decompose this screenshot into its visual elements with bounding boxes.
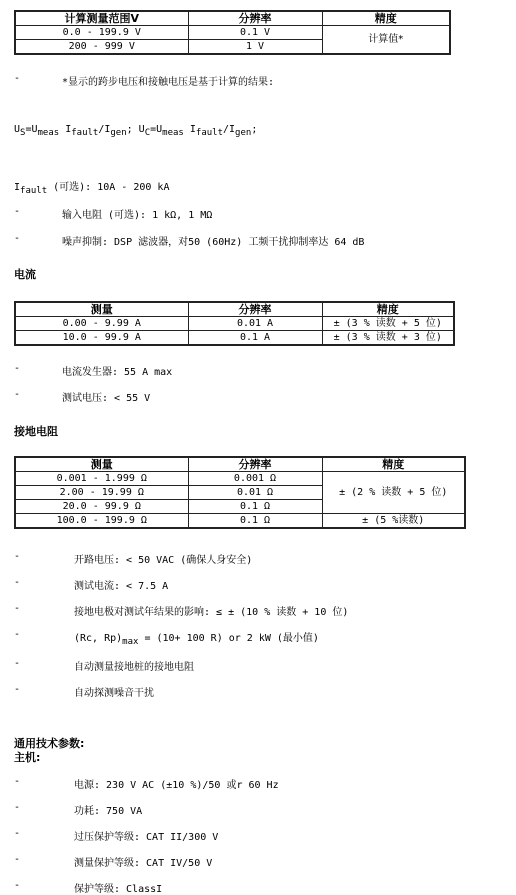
noise-rejection: 噪声抑制: DSP 滤波器，对50 (60Hz) 工频干扰抑制率达 64 dB xyxy=(62,237,365,248)
bullet: - xyxy=(14,551,21,562)
bullet: - xyxy=(14,629,21,640)
bullet: - xyxy=(14,363,21,374)
resolution-cell: 1 V xyxy=(188,40,322,55)
table-header-row xyxy=(15,457,465,472)
accuracy-cell: ± (2 % 读数 + 5 位) xyxy=(322,472,465,514)
bullet: - xyxy=(14,206,21,217)
bullet: - xyxy=(14,684,21,695)
open-circuit-voltage: 开路电压: < 50 VAC (确保人身安全) xyxy=(74,555,253,566)
bullet: - xyxy=(14,603,21,614)
resolution-cell: 0.1 V xyxy=(188,26,322,40)
calc-note: *显示的跨步电压和接触电压是基于计算的结果: xyxy=(62,77,275,88)
range-cell: 2.00 - 19.99 Ω xyxy=(15,486,188,500)
section-title-general: 通用技术参数: xyxy=(14,737,85,750)
test-voltage: 测试电压: < 55 V xyxy=(62,393,151,404)
bullet: - xyxy=(14,828,21,839)
col-header: 测量 xyxy=(15,457,188,472)
resolution-cell: 0.1 Ω xyxy=(188,500,322,514)
range-cell: 100.0 - 199.9 Ω xyxy=(15,514,188,529)
col-header: 分辨率 xyxy=(188,11,322,26)
resolution-cell: 0.001 Ω xyxy=(188,472,322,486)
col-header: 分辨率 xyxy=(188,302,322,317)
bullet: - xyxy=(14,880,21,891)
voltage-table xyxy=(14,10,451,55)
resolution-cell: 0.1 Ω xyxy=(188,514,322,529)
table-row xyxy=(15,514,465,529)
range-cell: 0.001 - 1.999 Ω xyxy=(15,472,188,486)
accuracy-cell: ± (3 % 读数 + 5 位) xyxy=(322,317,454,331)
input-resistance: 输入电阻 (可选): 1 kΩ, 1 MΩ xyxy=(62,210,213,221)
ifault-line: $I_{fault}$ (可选): 10A - 200 kA xyxy=(14,182,170,196)
electrode-influence: 接地电极对测试年结果的影响: ≤ ± (10 % 读数 + 10 位) xyxy=(74,607,349,618)
bullet: - xyxy=(14,389,21,400)
current-table xyxy=(14,301,455,346)
table-row xyxy=(15,26,450,40)
col-header: 测量 xyxy=(15,302,188,317)
col-header: 分辨率 xyxy=(188,457,322,472)
measurement-category: 测量保护等级: CAT IV/50 V xyxy=(74,858,213,869)
auto-measure: 自动测量接地桩的接地电阻 xyxy=(74,662,194,673)
power-supply: 电源: 230 V AC (±10 %)/50 或r 60 Hz xyxy=(74,780,279,791)
bullet: - xyxy=(14,776,21,787)
rc-rp-max: (Rc, $Rp)_{max} = (10+ 100$ R) or 2 kW (最小值) xyxy=(74,633,319,647)
col-header: 精度 xyxy=(322,11,450,26)
current-generator: 电流发生器: 55 A max xyxy=(62,367,173,378)
table-header-row xyxy=(15,11,450,26)
range-cell: 200 - 999 V xyxy=(15,40,188,55)
bullet: - xyxy=(14,577,21,588)
table-row xyxy=(15,331,454,346)
table-header-row xyxy=(15,302,454,317)
subtitle-host: 主机: xyxy=(14,751,41,764)
range-cell: 20.0 - 99.9 Ω xyxy=(15,500,188,514)
accuracy-cell: ± (3 % 读数 + 3 位) xyxy=(322,331,454,346)
section-title-earth: 接地电阻 xyxy=(14,425,58,438)
accuracy-cell: 计算值* xyxy=(322,26,450,55)
power-consumption: 功耗: 750 VA xyxy=(74,806,143,817)
test-current: 测试电流: < 7.5 A xyxy=(74,581,169,592)
bullet: - xyxy=(14,854,21,865)
bullet: - xyxy=(14,658,21,669)
accuracy-cell: ± (5 %读数) xyxy=(322,514,465,529)
range-cell: 0.00 - 9.99 A xyxy=(15,317,188,331)
range-cell: 10.0 - 99.9 A xyxy=(15,331,188,346)
col-header: 精度 xyxy=(322,302,454,317)
resolution-cell: 0.01 A xyxy=(188,317,322,331)
earth-table xyxy=(14,456,466,529)
formula-line: $U_S=U_{meas}$ $I_{fault}/I_{gen}$; $U_C=U_{meas}$ $I_{fault}/I_{gen}$; xyxy=(14,124,258,138)
section-title-current: 电流 xyxy=(14,268,36,281)
col-header: 计算测量范围V xyxy=(15,11,188,26)
resolution-cell: 0.1 A xyxy=(188,331,322,346)
protection-class: 保护等级: ClassI xyxy=(74,884,163,895)
col-header: 精度 xyxy=(322,457,465,472)
table-row xyxy=(15,472,465,486)
resolution-cell: 0.01 Ω xyxy=(188,486,322,500)
bullet: - xyxy=(14,233,21,244)
bullet: - xyxy=(14,802,21,813)
overvoltage-category: 过压保护等级: CAT II/300 V xyxy=(74,832,219,843)
bullet: - xyxy=(14,73,21,84)
auto-detect-noise: 自动探测噪音干扰 xyxy=(74,688,154,699)
range-cell: 0.0 - 199.9 V xyxy=(15,26,188,40)
table-row xyxy=(15,317,454,331)
